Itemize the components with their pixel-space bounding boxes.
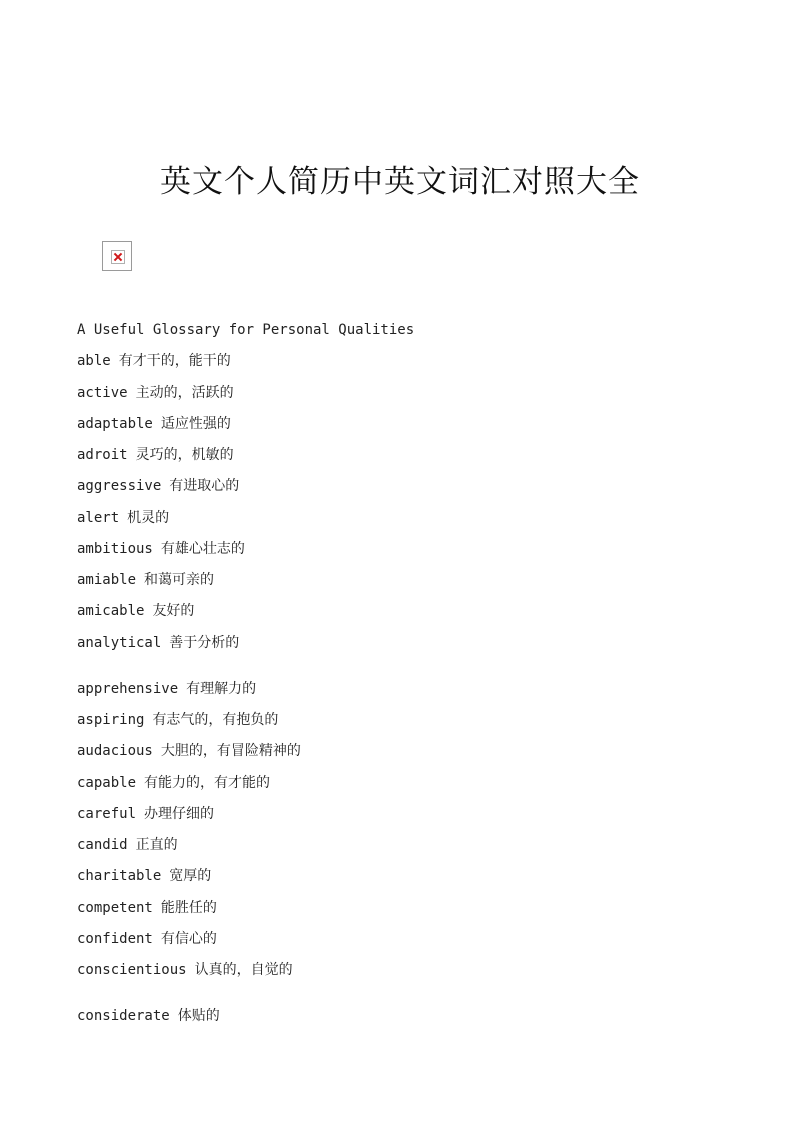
list-item (77, 383, 757, 403)
entry-term: amiable (77, 572, 137, 588)
entry-meaning: 善于分析的 (169, 634, 240, 651)
list-item (77, 1006, 757, 1026)
entry-meaning: 主动的，活跃的 (135, 384, 234, 401)
entry-term: aspiring (77, 712, 145, 728)
entry-term: alert (77, 509, 120, 526)
entry-term: competent (77, 899, 153, 916)
entry-term: adroit (77, 447, 128, 463)
list-item (77, 835, 757, 855)
entry-meaning: 认真的，自觉的 (194, 962, 293, 978)
entry-term: adaptable (77, 415, 153, 432)
entry-term: aggressive (77, 478, 162, 495)
list-item (77, 929, 757, 949)
entry-meaning: 和蔼可亲的 (144, 572, 215, 588)
entry-term: capable (77, 774, 137, 791)
list-item (77, 539, 757, 559)
list-item (77, 351, 757, 371)
entry-meaning: 有能力的，有才能的 (144, 774, 271, 791)
list-item (77, 741, 757, 761)
entry-term: apprehensive (77, 680, 179, 697)
entry-meaning: 体贴的 (177, 1008, 220, 1025)
list-item (77, 445, 757, 465)
entry-term: able (77, 353, 111, 370)
entry-meaning: 大胆的，有冒险精神的 (160, 743, 301, 760)
list-item (77, 960, 757, 980)
glossary-heading: A Useful Glossary for Personal Qualities (77, 322, 415, 338)
entry-term: careful (77, 805, 137, 822)
list-item (77, 508, 757, 528)
group-spacer (77, 991, 757, 1006)
entry-term: confident (77, 930, 153, 947)
group-spacer (77, 664, 757, 679)
entry-term: conscientious (77, 962, 187, 978)
entry-meaning: 机灵的 (127, 509, 170, 526)
entry-meaning: 友好的 (152, 603, 195, 620)
entry-meaning: 宽厚的 (169, 868, 212, 885)
entry-term: audacious (77, 743, 153, 760)
entry-meaning: 有进取心的 (169, 478, 240, 495)
list-item (77, 679, 757, 699)
list-item (77, 633, 757, 653)
entry-term: amicable (77, 603, 145, 620)
entry-meaning: 有信心的 (160, 930, 217, 947)
list-item (77, 414, 757, 434)
list-item (77, 601, 757, 621)
entry-term: analytical (77, 634, 162, 651)
list-item (77, 898, 757, 918)
entry-term: ambitious (77, 540, 153, 557)
list-item (77, 866, 757, 886)
entry-meaning: 能胜任的 (160, 899, 217, 916)
image-placeholder-x-icon (111, 250, 125, 264)
entry-meaning: 办理仔细的 (144, 805, 215, 822)
entry-term: considerate (77, 1008, 170, 1025)
list-item (77, 710, 757, 730)
entry-term: active (77, 384, 128, 401)
entry-meaning: 正直的 (135, 837, 178, 853)
broken-image-icon (102, 241, 132, 271)
entry-meaning: 有理解力的 (186, 680, 257, 697)
entry-meaning: 适应性强的 (160, 415, 231, 432)
list-item (77, 570, 757, 590)
glossary-list (77, 320, 757, 1038)
entry-term: charitable (77, 868, 162, 885)
entry-meaning: 有志气的，有抱负的 (152, 712, 279, 728)
list-item (77, 476, 757, 496)
list-item (77, 804, 757, 824)
entry-meaning: 灵巧的，机敏的 (135, 447, 234, 463)
entry-meaning: 有才干的，能干的 (118, 353, 231, 370)
list-item (77, 773, 757, 793)
entry-term: candid (77, 837, 128, 853)
entry-meaning: 有雄心壮志的 (160, 540, 245, 557)
document-title: 英文个人简历中英文词汇对照大全 (160, 164, 640, 200)
